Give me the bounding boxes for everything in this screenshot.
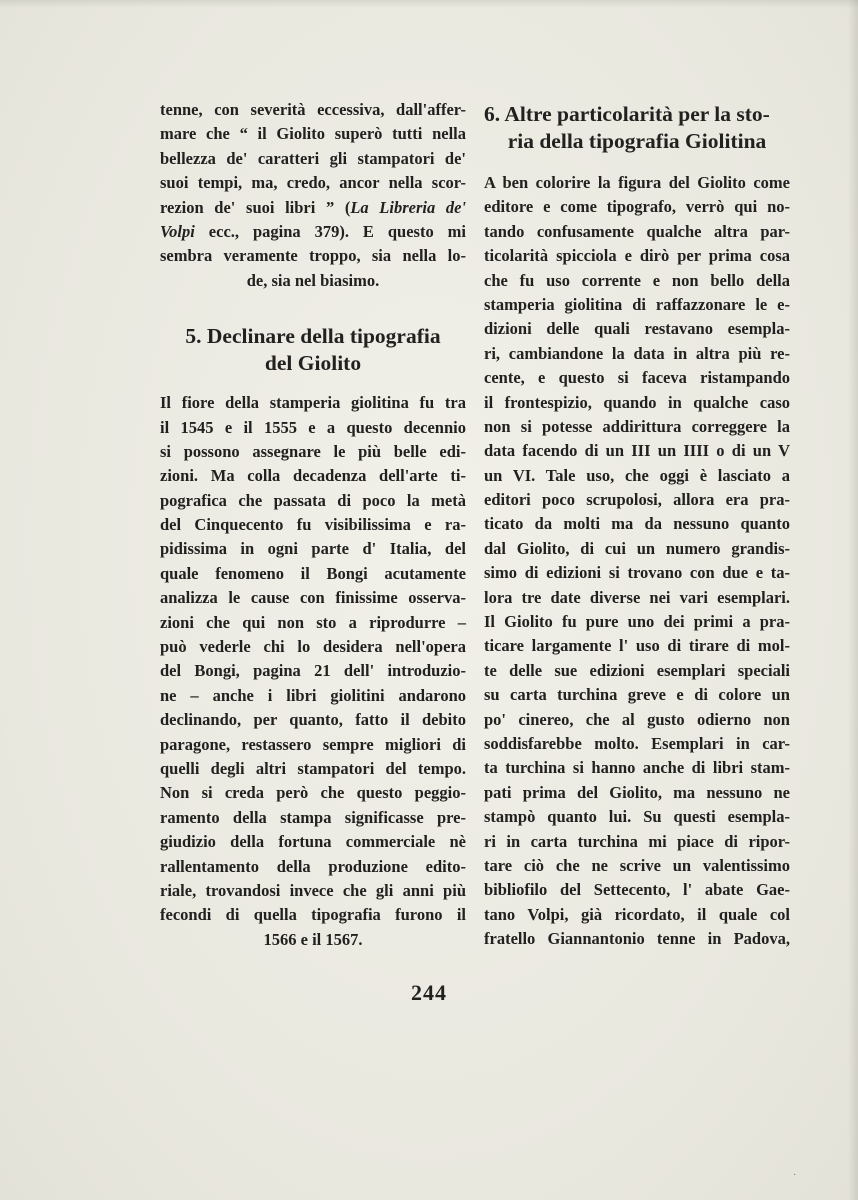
text-line: tenne, con severità eccessiva, dall'affer- — [160, 100, 466, 119]
heading-line: 5. Declinare della tipografia — [185, 324, 441, 349]
left-column — [160, 98, 466, 952]
text-line: ticato da molti ma da nessuno quanto — [484, 514, 790, 534]
text-line: zioni. Ma colla decadenza dell'arte ti- — [160, 466, 466, 486]
text-line: po' cinereo, che al gusto odierno non — [484, 709, 790, 729]
text-line: tano Volpi, già ricordato, il quale col — [484, 904, 790, 924]
text-line — [160, 220, 466, 244]
page-right-shadow — [848, 0, 858, 1200]
text-line: un VI. Tale uso, che oggi è lasciato a — [484, 465, 790, 485]
section-heading-5 — [160, 323, 466, 377]
text-line: non si potesse addirittura correggere la — [484, 416, 790, 436]
text-line: mare che “ il Giolito superò tutti nella — [160, 124, 466, 144]
text-line: te delle sue edizioni esemplari speciali — [484, 660, 790, 680]
text-line: lora tre date diverse nei vari esemplari. — [484, 587, 790, 607]
text-line: sembra veramente troppo, sia nella lo- — [160, 246, 466, 266]
text-line: stampò quanto lui. Su questi esempla- — [484, 807, 790, 827]
section-heading-6 — [484, 101, 790, 155]
text-line: riale, trovandosi invece che gli anni più — [160, 880, 466, 900]
text-line: data facendo di un III un IIII o di un V — [484, 441, 790, 461]
text-line: stamperia giolitina di raffazzonare le e- — [484, 294, 790, 314]
heading-line: del Giolito — [264, 351, 362, 376]
text-line: del Cinquecento fu visibilissima e ra- — [160, 515, 466, 535]
text-line: bibliofilo del Settecento, l' abate Gae- — [484, 880, 790, 900]
text-line: ne – anche i libri giolitini andarono — [160, 685, 466, 705]
text-line: analizza le cause con finissime osserva- — [160, 588, 466, 608]
text-line: dal Giolito, di cui un numero grandis- — [484, 538, 790, 558]
text-line: del Bongi, pagina 21 dell' introduzio- — [160, 661, 466, 681]
text-line: tando confusamente qualche altra par- — [484, 221, 790, 241]
text-line: ticare largamente l' uso di tirare di mol- — [484, 636, 790, 656]
text-line: Il fiore della stamperia giolitina fu tra — [160, 393, 466, 413]
text-line: declinando, per quanto, fatto il debito — [160, 710, 466, 730]
right-column — [484, 98, 790, 952]
text-line: pati prima del Giolito, ma nessuno ne — [484, 782, 790, 802]
italic-title: Volpi — [160, 221, 195, 241]
text-line: editori poco scrupolosi, allora era pra- — [484, 490, 790, 510]
text-line: paragone, restassero sempre migliori di — [160, 734, 466, 754]
text-line: il 1545 e il 1555 e a questo decennio — [160, 417, 466, 437]
text-fragment: rezion de' suoi libri ” ( — [160, 197, 351, 217]
text-fragment: ecc., pagina 379). E questo mi — [194, 221, 466, 241]
text-line: fratello Giannantonio tenne in Padova, — [484, 929, 790, 949]
paragraph — [160, 391, 466, 952]
text-line: quelli degli altri stampatori del tempo. — [160, 758, 466, 778]
paragraph-continued — [160, 98, 466, 293]
text-line: dizioni delle quali restavano esempla- — [484, 319, 790, 339]
text-line: soddisfarebbe molto. Esemplari in car- — [484, 733, 790, 753]
text-line: su carta turchina greve e di colore un — [484, 685, 790, 705]
heading-line: 6. Altre particolarità per la sto- — [484, 102, 770, 126]
page-top-shadow — [0, 0, 858, 8]
text-line: zioni che qui non sto a riprodurre – — [160, 612, 466, 632]
text-line: giudizio della fortuna commerciale nè — [160, 832, 466, 852]
text-line — [160, 196, 466, 220]
page-number: 244 — [411, 980, 447, 1005]
heading-line: ria della tipografia Giolitina — [507, 129, 767, 153]
text-line: simo di edizioni si trovano con due e ta- — [484, 563, 790, 583]
text-line: A ben colorire la figura del Giolito come — [484, 173, 790, 192]
text-line: si possono assegnare le più belle edi- — [160, 441, 466, 461]
text-line: bellezza de' caratteri gli stampatori de' — [160, 148, 466, 168]
text-line: quale fenomeno il Bongi acutamente — [160, 563, 466, 583]
text-line: rallentamento della produzione edito- — [160, 856, 466, 876]
scan-mark: · — [793, 1170, 797, 1181]
text-line: ri in carta turchina mi piace di ripor- — [484, 831, 790, 851]
text-line: fecondi di quella tipografia furono il — [160, 905, 466, 925]
text-line: de, sia nel biasimo. — [246, 270, 380, 290]
text-line: che fu uso corrente e non bello della — [484, 270, 790, 290]
text-line: pidissima in ogni parte d' Italia, del — [160, 539, 466, 559]
text-line: 1566 e il 1567. — [263, 929, 363, 949]
text-line: il frontespizio, quando in qualche caso — [484, 392, 790, 412]
text-line: ticolarità spicciola e dirò per prima cosa — [484, 246, 790, 266]
text-line: pografica che passata di poco la metà — [160, 490, 466, 510]
text-line: ta turchina si hanno anche di libri stam- — [484, 758, 790, 778]
text-line: può vederle chi lo desidera nell'opera — [160, 637, 466, 657]
text-line: tare ciò che ne scrive un valentissimo — [484, 855, 790, 875]
paragraph — [484, 171, 790, 952]
text-line: ri, cambiandone la data in altra più re- — [484, 343, 790, 363]
text-line: editore e come tipografo, verrò qui no- — [484, 197, 790, 217]
text-line: suoi tempi, ma, credo, ancor nella scor- — [160, 173, 466, 193]
text-line: Il Giolito fu pure uno dei primi a pra- — [484, 612, 790, 632]
text-line: cente, e questo si faceva ristampando — [484, 368, 790, 388]
italic-title: La Libreria de' — [350, 197, 466, 217]
text-line: Non si creda però che questo peggio- — [160, 783, 466, 803]
text-line: ramento della stampa significasse pre- — [160, 807, 466, 827]
